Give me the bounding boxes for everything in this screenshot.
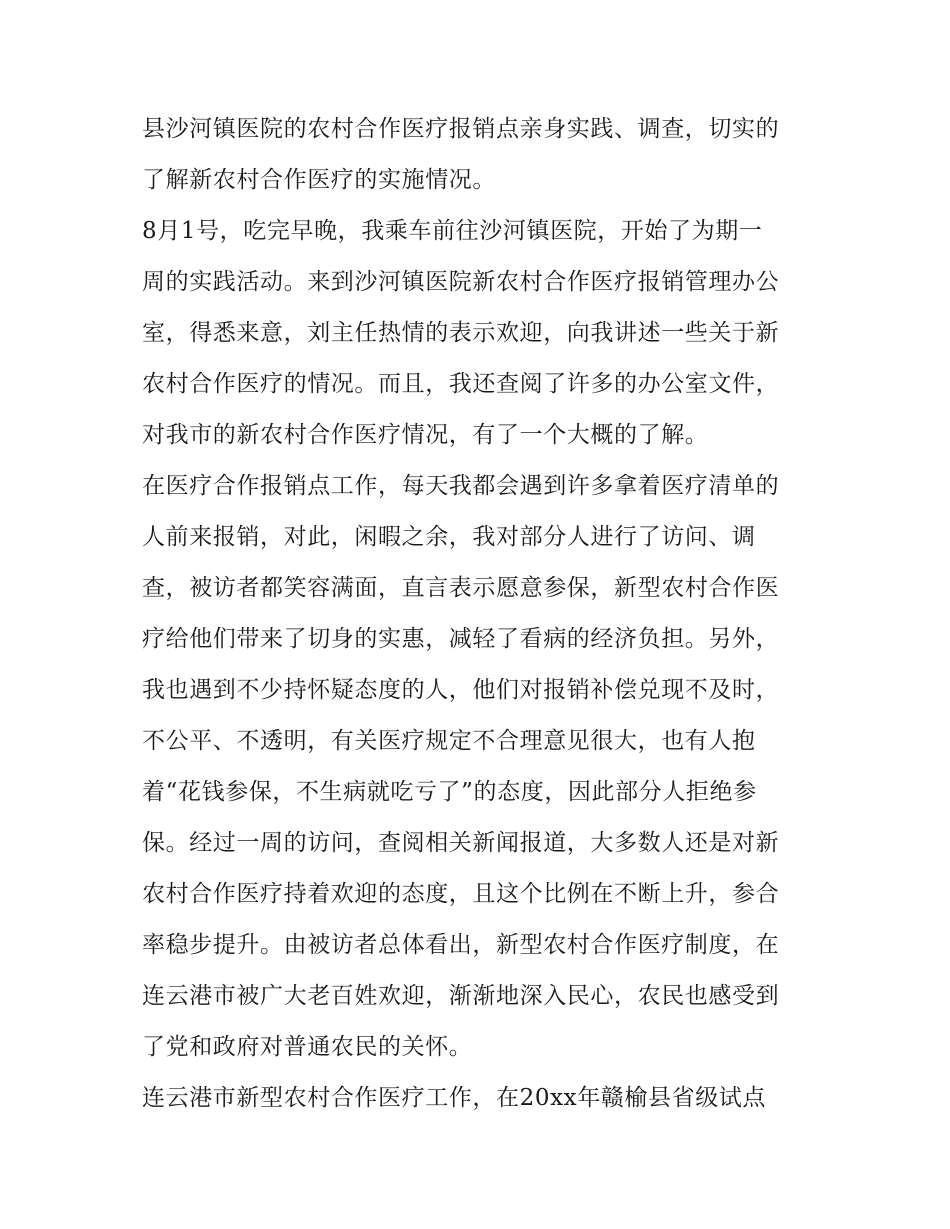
text-line-4: 周的实践活动。来到沙河镇医院新农村合作医疗报销管理办公: [142, 269, 780, 295]
text-line-15: 保。经过一周的访问，查阅相关新闻报道，大多数人还是对新: [142, 830, 780, 856]
text-line-16: 农村合作医疗持着欢迎的态度，且这个比例在不断上升，参合: [142, 881, 780, 907]
text-line-1: 县沙河镇医院的农村合作医疗报销点亲身实践、调查，切实的: [142, 116, 780, 142]
text-line-19: 了党和政府对普通农民的关怀。: [142, 1034, 473, 1060]
text-line-5: 室，得悉来意，刘主任热情的表示欢迎，向我讲述一些关于新: [142, 320, 780, 346]
text-line-12: 我也遇到不少持怀疑态度的人，他们对报销补偿兑现不及时，: [142, 677, 780, 703]
text-line-10: 查，被访者都笑容满面，直言表示愿意参保，新型农村合作医: [142, 575, 780, 601]
text-line-2: 了解新农村合作医疗的实施情况。: [142, 167, 496, 193]
text-line-6: 农村合作医疗的情况。而且，我还查阅了许多的办公室文件，: [142, 371, 780, 397]
text-line-17: 率稳步提升。由被访者总体看出，新型农村合作医疗制度，在: [142, 932, 780, 958]
text-line-7: 对我市的新农村合作医疗情况，有了一个大概的了解。: [142, 422, 709, 448]
text-line-13: 不公平、不透明，有关医疗规定不合理意见很大，也有人抱: [142, 728, 756, 754]
text-line-18: 连云港市被广大老百姓欢迎，渐渐地深入民心，农民也感受到: [142, 983, 780, 1009]
text-line-11: 疗给他们带来了切身的实惠，减轻了看病的经济负担。另外，: [142, 626, 780, 652]
text-line-9: 人前来报销，对此，闲暇之余，我对部分人进行了访问、调: [142, 524, 756, 550]
text-line-3: 8月1号，吃完早晚，我乘车前往沙河镇医院，开始了为期一: [142, 218, 763, 244]
body-text: [142, 104, 822, 1124]
text-line-20: 连云港市新型农村合作医疗工作，在20xx年赣榆县省级试点: [142, 1085, 767, 1111]
text-line-14: 着“花钱参保，不生病就吃亏了”的态度，因此部分人拒绝参: [142, 779, 757, 805]
text-line-8: 在医疗合作报销点工作，每天我都会遇到许多拿着医疗清单的: [142, 473, 780, 499]
